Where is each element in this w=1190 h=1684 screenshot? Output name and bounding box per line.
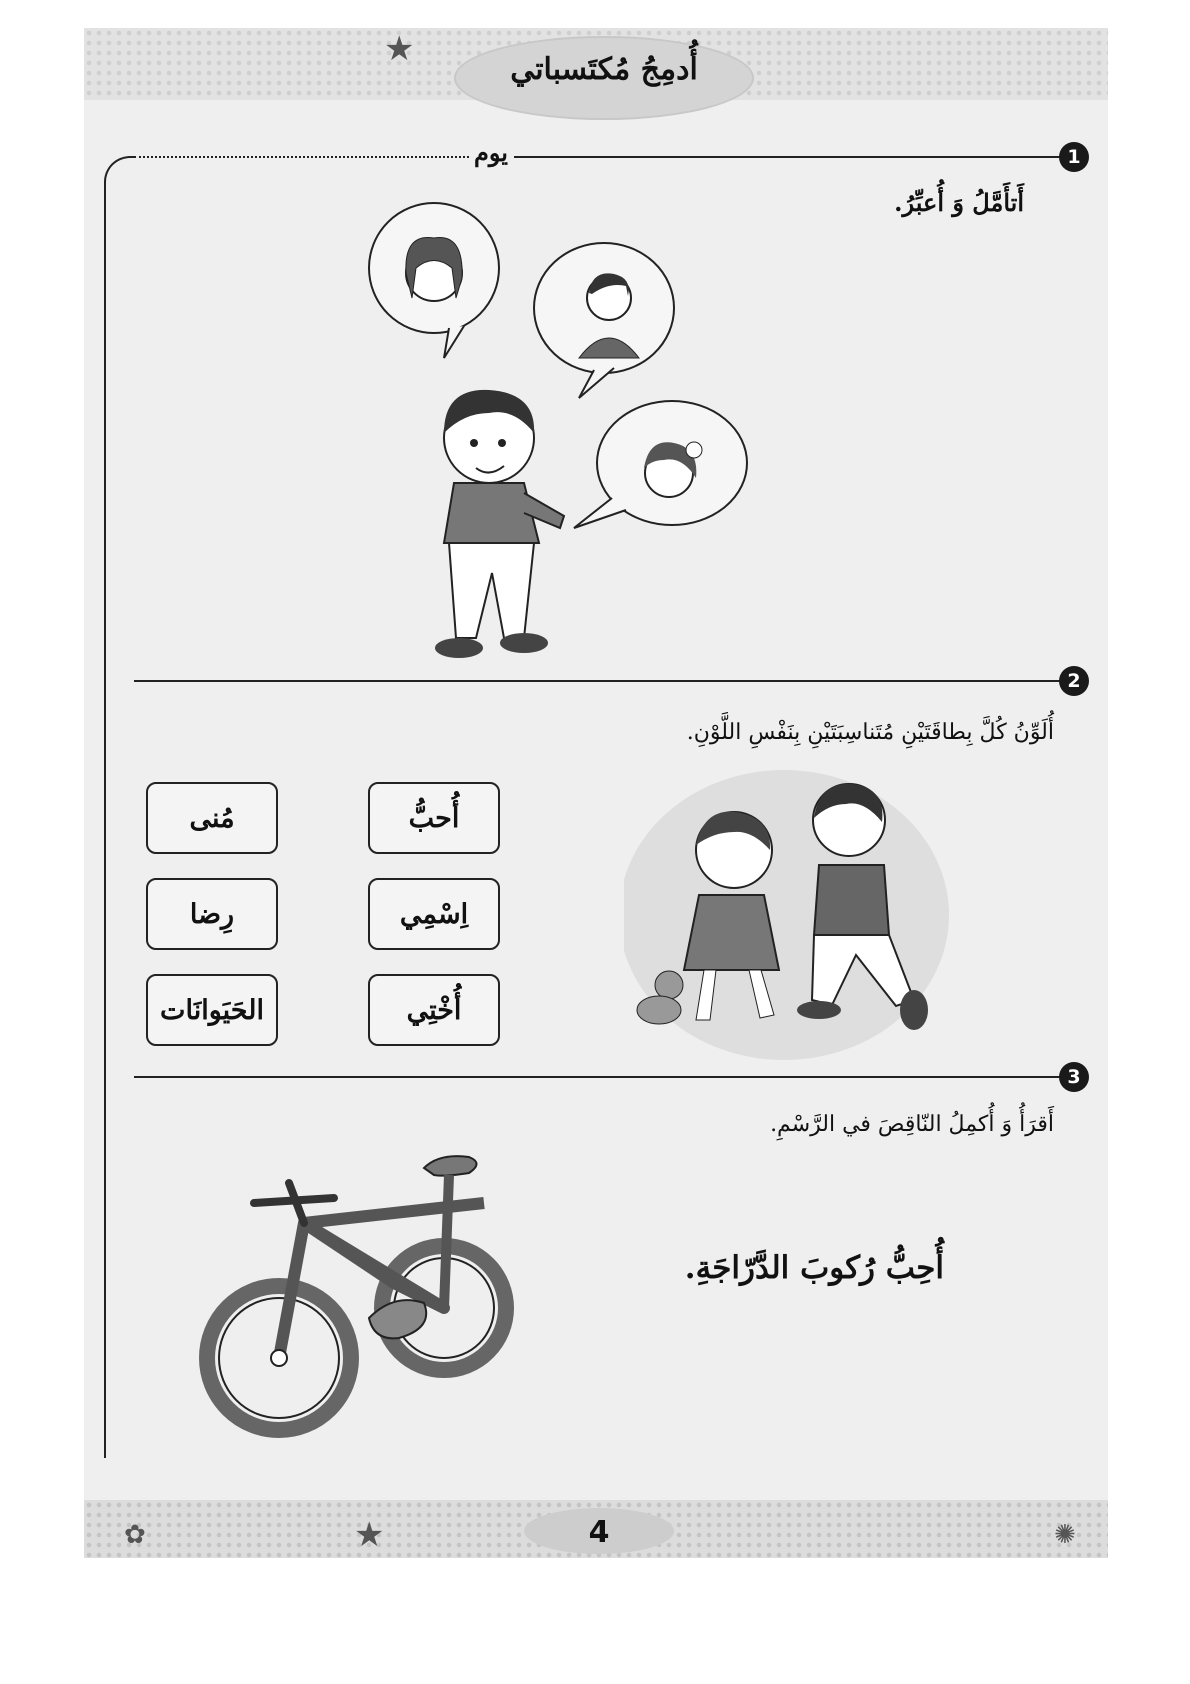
date-label: يوم — [474, 138, 508, 167]
section-1-number: 1 — [1059, 142, 1089, 172]
card-uhibbu[interactable]: أُحبُّ — [368, 782, 500, 854]
section-3-instruction: أَقرَأُ وَ أُكمِلُ النّاقِصَ في الرَّسْمِ. — [770, 1112, 1054, 1137]
sun-decoration-icon: ✺ — [1054, 1520, 1076, 1550]
page-title: أُدمِجُ مُكتَسباتي — [510, 52, 698, 87]
card-rida[interactable]: رِضا — [146, 878, 278, 950]
boy-thinking-illustration — [364, 198, 804, 688]
section-3-rule — [134, 1076, 1074, 1078]
section-1-rule — [514, 156, 1074, 158]
flower-decoration-icon: ✿ — [124, 1520, 146, 1550]
card-ismi[interactable]: اِسْمِي — [368, 878, 500, 950]
reading-sentence: أُحِبُّ رُكوبَ الدَّرّاجَةِ. — [684, 1250, 944, 1286]
section-2-number: 2 — [1059, 666, 1089, 696]
bicycle-illustration — [194, 1143, 534, 1453]
star-decoration-icon: ★ — [384, 29, 415, 69]
section-2-instruction: أُلَوِّنُ كُلَّ بِطاقَتَيْنِ مُتَناسِبَتَيْنِ بِنَفْسِ اللَّوْنِ. — [686, 720, 1054, 745]
section-2-rule — [134, 680, 1074, 682]
children-walking-illustration — [624, 770, 954, 1060]
date-dotted-line — [139, 156, 469, 158]
card-muna[interactable]: مُنى — [146, 782, 278, 854]
section-3-number: 3 — [1059, 1062, 1089, 1092]
card-hayawanat[interactable]: الحَيَوانَات — [146, 974, 278, 1046]
page-number: 4 — [588, 1515, 610, 1550]
card-ukhti[interactable]: أُخْتِي — [368, 974, 500, 1046]
worksheet-page — [84, 28, 1108, 1558]
star-decoration-icon: ★ — [354, 1515, 385, 1555]
content-frame — [104, 156, 136, 1458]
section-1-instruction: أَتأَمَّلُ وَ أُعبِّرُ. — [894, 188, 1024, 217]
